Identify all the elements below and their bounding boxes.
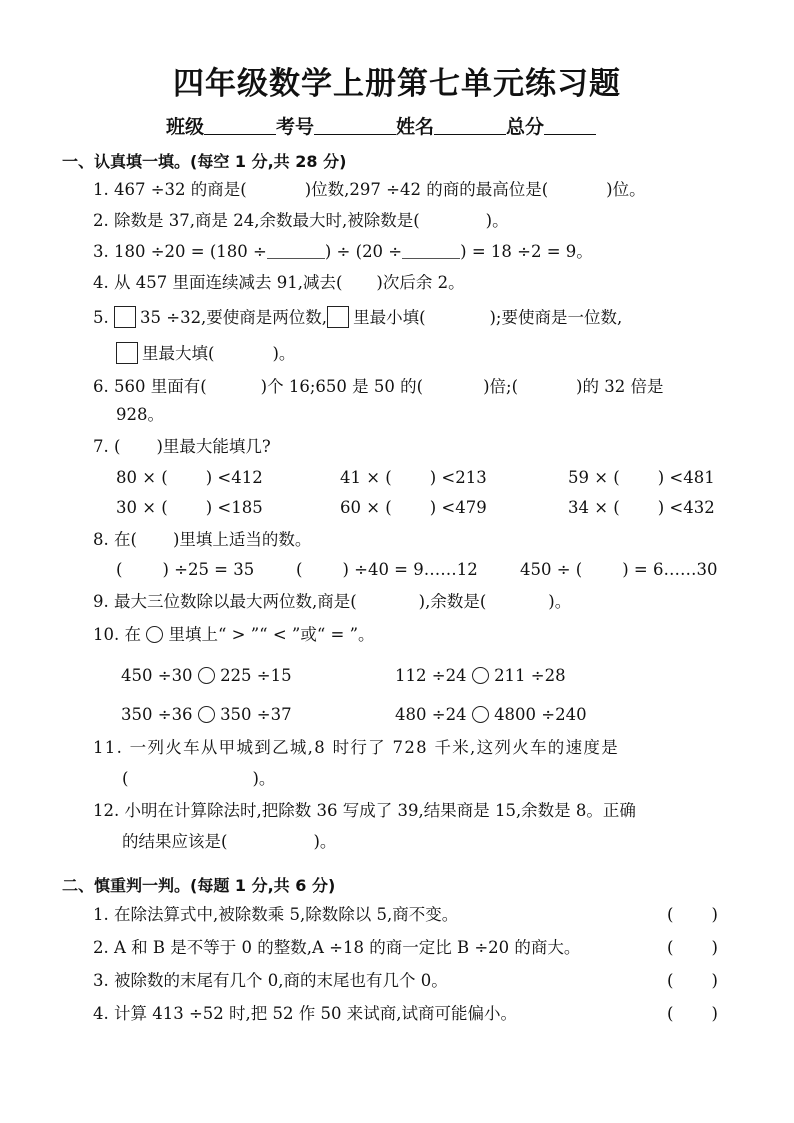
number-label: 考号 [276,116,315,138]
q3-blank-2[interactable] [402,244,460,259]
q10-item-2: 112 ÷24 211 ÷28 [395,666,566,685]
compare-circle[interactable] [472,706,489,723]
question-6: 6. 560 里面有( )个 16;650 是 50 的( )倍;( )的 32 倍是 [93,377,664,396]
q10-item-3: 350 ÷36 350 ÷37 [121,705,292,724]
q8-item-1: ( ) ÷25 = 35 [116,560,255,579]
q7-item-4: 30 × ( ) <185 [116,498,263,517]
q10-circle-icon [146,626,163,643]
page-title: 四年级数学上册第七单元练习题 [173,66,621,102]
question-2: 2. 除数是 37,商是 24,余数最大时,被除数是( )。 [93,211,509,230]
q5-box-3[interactable] [116,342,138,364]
q7-item-1: 80 × ( ) <412 [116,468,263,487]
judge-answer-3[interactable]: ( ) [667,971,718,990]
score-blank[interactable] [544,116,596,135]
name-label: 姓名 [396,116,435,138]
q5-box-2[interactable] [327,306,349,328]
judge-answer-2[interactable]: ( ) [667,938,718,957]
class-label: 班级 [166,116,205,138]
q7-item-2: 41 × ( ) <213 [340,468,487,487]
question-12-cont: 的结果应该是( )。 [122,832,337,851]
question-10: 10. 在 里填上“ > ”“ < ”或“ = ”。 [93,625,375,644]
question-11-cont: ( )。 [122,769,276,788]
judge-item-1: 1. 在除法算式中,被除数乘 5,除数除以 5,商不变。 [93,905,459,924]
q7-item-6: 34 × ( ) <432 [568,498,715,517]
q8-item-3: 450 ÷ ( ) = 6……30 [520,560,718,579]
q10-item-1: 450 ÷30 225 ÷15 [121,666,292,685]
q7-item-5: 60 × ( ) <479 [340,498,487,517]
score-label: 总分 [506,116,545,138]
name-blank[interactable] [434,116,506,135]
question-5-cont: 里最大填( )。 [116,342,295,364]
judge-item-3: 3. 被除数的末尾有几个 0,商的末尾也有几个 0。 [93,971,448,990]
q7-item-3: 59 × ( ) <481 [568,468,715,487]
question-8: 8. 在( )里填上适当的数。 [93,530,312,549]
q5-box-1[interactable] [114,306,136,328]
judge-answer-4[interactable]: ( ) [667,1004,718,1023]
question-12: 12. 小明在计算除法时,把除数 36 写成了 39,结果商是 15,余数是 8。正确 [93,801,636,820]
question-6-cont: 928。 [116,405,164,424]
compare-circle[interactable] [198,706,215,723]
section2-heading: 二、慎重判一判。(每题 1 分,共 6 分) [62,876,336,895]
question-11: 11. 一列火车从甲城到乙城,8 时行了 728 千米,这列火车的速度是 [93,738,620,757]
question-5: 5. 35 ÷32,要使商是两位数, 里最小填( );要使商是一位数, [93,308,623,327]
compare-circle[interactable] [198,667,215,684]
number-blank[interactable] [314,116,396,135]
q8-item-2: ( ) ÷40 = 9……12 [296,560,478,579]
judge-answer-1[interactable]: ( ) [667,905,718,924]
question-7: 7. ( )里最大能填几? [93,437,271,456]
judge-item-4: 4. 计算 413 ÷52 时,把 52 作 50 来试商,试商可能偏小。 [93,1004,517,1023]
question-4: 4. 从 457 里面连续减去 91,减去( )次后余 2。 [93,273,465,292]
section1-heading: 一、认真填一填。(每空 1 分,共 28 分) [62,152,347,171]
student-info-line [166,112,596,139]
q10-item-4: 480 ÷24 4800 ÷240 [395,705,587,724]
judge-item-2: 2. A 和 B 是不等于 0 的整数,A ÷18 的商一定比 B ÷20 的商大。 [93,938,581,957]
question-9: 9. 最大三位数除以最大两位数,商是( ),余数是( )。 [93,592,572,611]
question-3: 3. 180 ÷20 = (180 ÷ ) ÷ (20 ÷ ) = 18 ÷2 = 9。 [93,242,593,261]
question-1: 1. 467 ÷32 的商是( )位数,297 ÷42 的商的最高位是( )位。 [93,180,646,199]
compare-circle[interactable] [472,667,489,684]
q3-blank-1[interactable] [267,244,325,259]
class-blank[interactable] [204,116,276,135]
